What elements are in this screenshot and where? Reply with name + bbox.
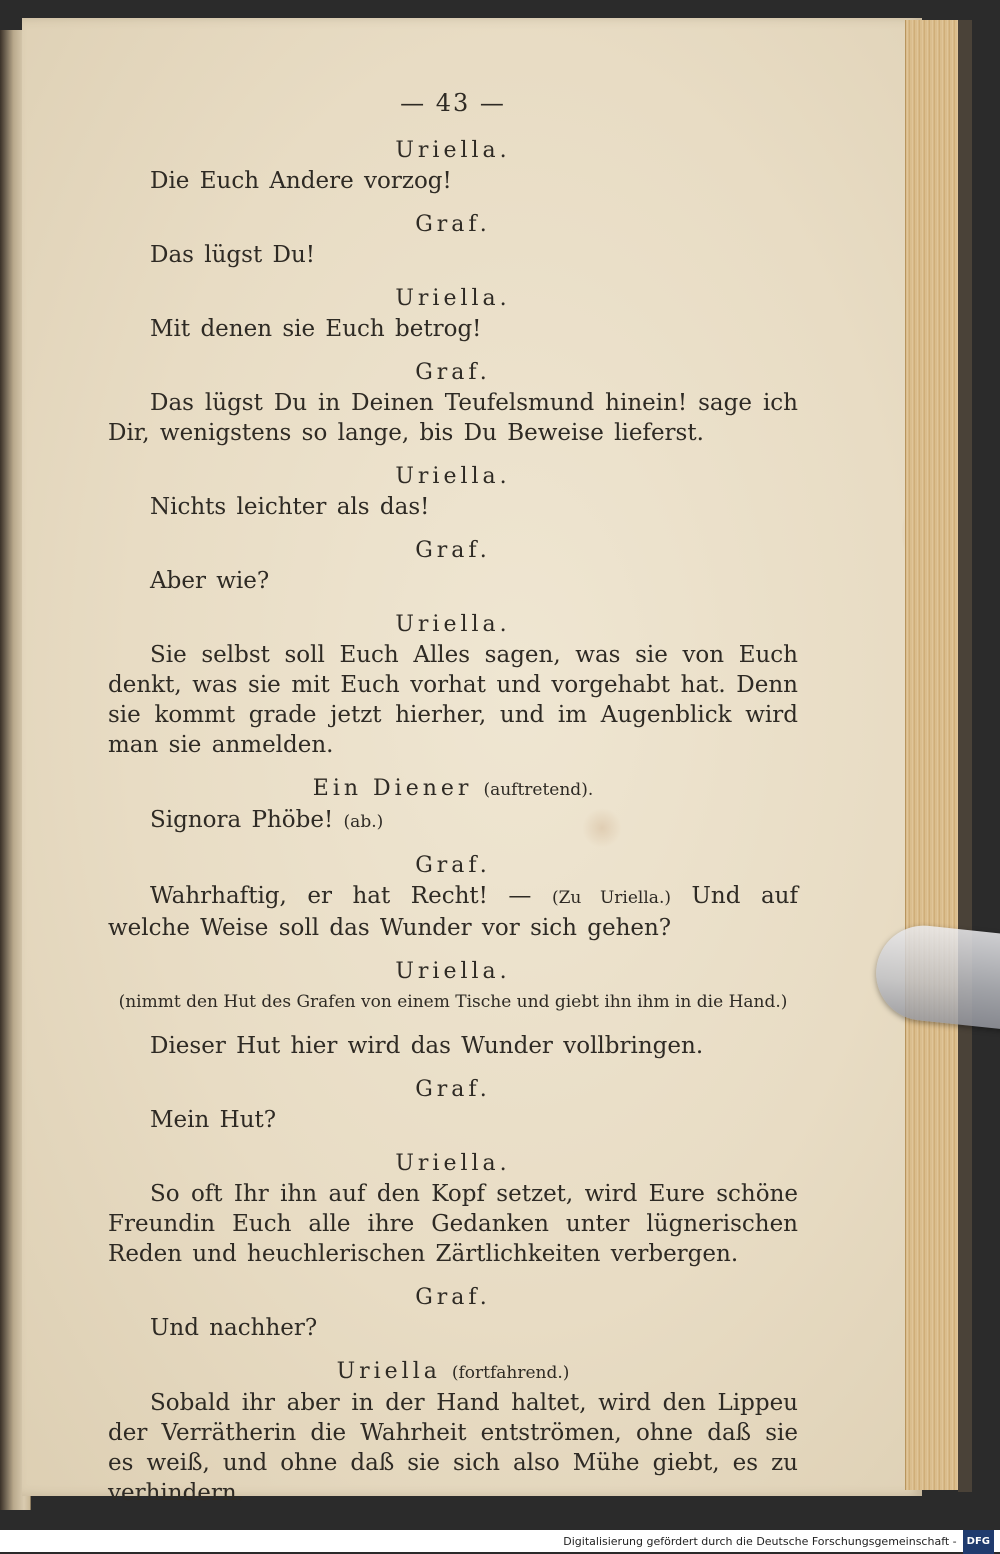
speaker-label: Ein Diener — [312, 776, 473, 801]
spacer — [108, 522, 798, 536]
spacer — [108, 1269, 798, 1283]
spacer — [108, 196, 798, 210]
dialogue-blocks — [108, 136, 798, 1508]
line-text: Dieser Hut hier wird das Wunder vollbringen. — [150, 1033, 704, 1059]
dialogue-line — [108, 805, 798, 837]
dialogue-line — [108, 640, 798, 760]
speaker-name — [108, 358, 798, 388]
book-cover-edge — [958, 20, 972, 1492]
digitization-footer — [0, 1530, 1000, 1552]
spacer — [108, 1061, 798, 1075]
dialogue-line — [108, 566, 798, 596]
speaker-name — [108, 536, 798, 566]
speaker-name — [108, 774, 798, 805]
line-text: (nimmt den Hut des Grafen von einem Tische und giebt ihn ihm in die Hand.) — [118, 992, 788, 1012]
dialogue-line — [108, 1179, 798, 1269]
line-text: Und nachher? — [150, 1315, 318, 1341]
line-text-continued: Und auf welche Weise soll das Wunder vor sich gehen? — [108, 883, 799, 941]
line-text: So oft Ihr ihn auf den Kopf setzet, wird Eure schöne Freundin Euch alle ihre Gedanken unter lügnerischen Reden und heuchlerischen Zärtlichkeiten verbergen. — [108, 1181, 798, 1267]
spacer — [108, 943, 798, 957]
spacer — [108, 1135, 798, 1149]
dialogue-line — [108, 314, 798, 344]
dialogue-line — [108, 1313, 798, 1343]
speaker-label: Uriella. — [395, 464, 511, 489]
speaker-label: Uriella. — [395, 1151, 511, 1176]
line-text: Nichts leichter als das! — [150, 494, 430, 520]
line-text: Das lügst Du in Deinen Teufelsmund hinein! sage ich Dir, wenigstens so lange, bis Du Beweise lieferst. — [108, 390, 798, 446]
spacer — [108, 448, 798, 462]
footer-text: Digitalisierung gefördert durch die Deutsche Forschungsgemeinschaft - — [563, 1535, 957, 1548]
speaker-label: Uriella — [336, 1359, 441, 1384]
dialogue-line — [108, 1105, 798, 1135]
speaker-label: Uriella. — [395, 959, 511, 984]
stage-direction — [108, 987, 798, 1017]
speaker-label: Uriella. — [395, 286, 511, 311]
line-text: Signora Phöbe! — [150, 807, 334, 833]
page-stack-edge — [905, 20, 961, 1490]
speaker-label: Graf. — [415, 360, 491, 385]
line-text: Sobald ihr aber in der Hand haltet, wird den Lippeu der Verrätherin die Wahrheit entströmen, ohne daß sie es weiß, und ohne daß sie sich also Mühe giebt, es zu verhindern. — [108, 1390, 798, 1506]
line-text: Mein Hut? — [150, 1107, 277, 1133]
dialogue-line — [108, 492, 798, 522]
dialogue-line — [108, 388, 798, 448]
dialogue-line — [108, 240, 798, 270]
line-text: Sie selbst soll Euch Alles sagen, was sie von Euch denkt, was sie mit Euch vorhat und vorgehabt hat. Denn sie kommt grade jetzt hierher, und im Augenblick wird man sie anmelden. — [108, 642, 798, 758]
dfg-logo-icon: DFG — [963, 1530, 994, 1554]
line-text: Das lügst Du! — [150, 242, 316, 268]
line-text: Die Euch Andere vorzog! — [150, 168, 452, 194]
spacer — [108, 1017, 798, 1031]
spacer — [108, 596, 798, 610]
speaker-label: Graf. — [415, 1077, 491, 1102]
speaker-label: Uriella. — [395, 138, 511, 163]
speaker-label: Uriella. — [395, 612, 511, 637]
inline-stage-direction: (Zu Uriella.) — [551, 888, 671, 908]
speaker-name — [108, 610, 798, 640]
speaker-name — [108, 136, 798, 166]
page-number: — 43 — — [400, 89, 506, 117]
speaker-name — [108, 1283, 798, 1313]
spacer — [108, 270, 798, 284]
speaker-name — [108, 1075, 798, 1105]
line-text: Aber wie? — [150, 568, 270, 594]
line-text: Mit denen sie Euch betrog! — [150, 316, 482, 342]
speaker-label: Graf. — [415, 538, 491, 563]
dialogue-line — [108, 166, 798, 196]
page-text — [108, 88, 798, 1508]
speaker-name — [108, 851, 798, 881]
spacer — [108, 837, 798, 851]
dialogue-line — [108, 1388, 798, 1508]
speaker-name — [108, 957, 798, 987]
speaker-name — [108, 210, 798, 240]
inline-stage-direction: (fortfahrend.) — [451, 1363, 570, 1383]
inline-stage-direction: (ab.) — [343, 812, 384, 832]
dialogue-line — [108, 881, 798, 943]
inline-stage-direction: (auftretend). — [483, 780, 594, 800]
dialogue-line — [108, 1031, 798, 1061]
speaker-label: Graf. — [415, 212, 491, 237]
spacer — [108, 760, 798, 774]
speaker-name — [108, 462, 798, 492]
speaker-label: Graf. — [415, 1285, 491, 1310]
speaker-name — [108, 1149, 798, 1179]
spacer — [108, 1343, 798, 1357]
speaker-name — [108, 1357, 798, 1388]
line-text: Wahrhaftig, er hat Recht! — — [150, 883, 532, 909]
speaker-name — [108, 284, 798, 314]
speaker-label: Graf. — [415, 853, 491, 878]
spacer — [108, 344, 798, 358]
